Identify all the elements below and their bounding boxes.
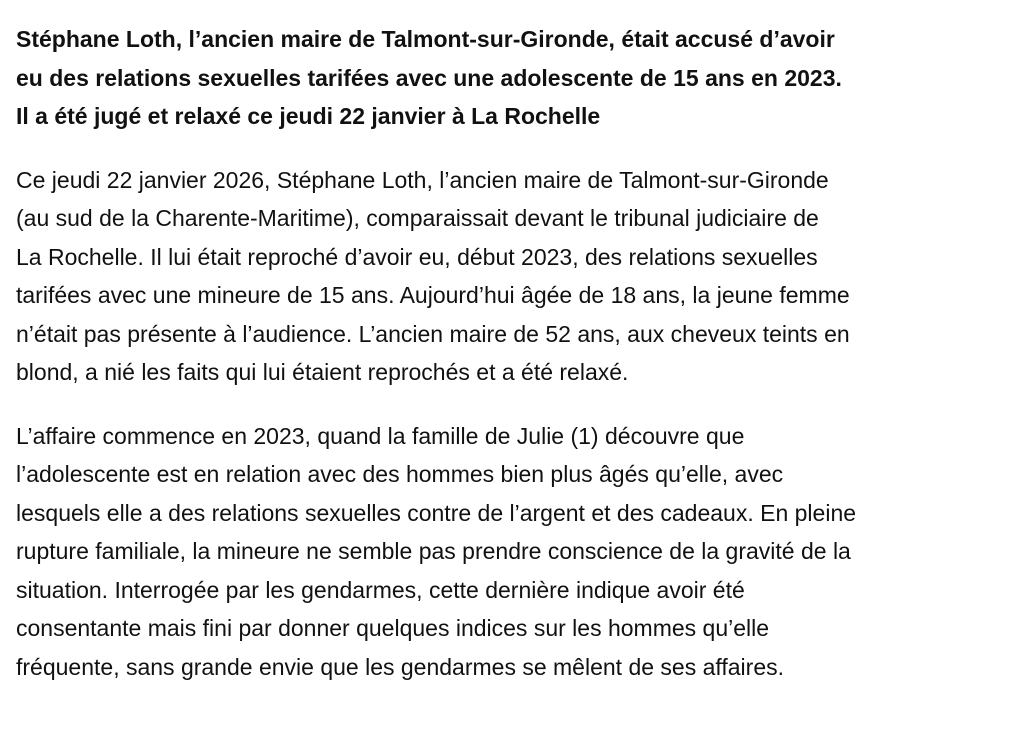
paragraph-line: rupture familiale, la mineure ne semble pas prendre conscience de la gravité de la <box>16 538 851 564</box>
paragraph-line: l’adolescente est en relation avec des hommes bien plus âgés qu’elle, avec <box>16 461 784 487</box>
article-lede <box>16 20 1000 136</box>
paragraph-line: La Rochelle. Il lui était reproché d’avoir eu, début 2023, des relations sexuelles <box>16 243 818 270</box>
lede-line: Il a été jugé et relaxé ce jeudi 22 janvier à La Rochelle <box>16 103 601 129</box>
paragraph-line: fréquente, sans grande envie que les gendarmes se mêlent de ses affaires. <box>16 653 784 680</box>
paragraph-line: consentante mais fini par donner quelques indices sur les hommes qu’elle <box>16 615 770 641</box>
article-paragraph-1 <box>16 161 1000 392</box>
lede-line: eu des relations sexuelles tarifées avec une adolescente de 15 ans en 2023. <box>16 64 842 91</box>
article-paragraph-2 <box>16 417 1000 687</box>
paragraph-line: n’était pas présente à l’audience. L’ancien maire de 52 ans, aux cheveux teints en <box>16 320 850 347</box>
paragraph-line: Ce jeudi 22 janvier 2026, Stéphane Loth, l’ancien maire de Talmont-sur-Gironde <box>16 166 829 193</box>
paragraph-line: (au sud de la Charente-Maritime), comparaissait devant le tribunal judiciaire de <box>16 205 819 231</box>
lede-line: Stéphane Loth, l’ancien maire de Talmont-sur-Gironde, était accusé d’avoir <box>16 26 835 52</box>
paragraph-line: lesquels elle a des relations sexuelles contre de l’argent et des cadeaux. En pleine <box>16 499 857 526</box>
paragraph-line: L’affaire commence en 2023, quand la famille de Julie (1) découvre que <box>16 422 745 449</box>
paragraph-line: situation. Interrogée par les gendarmes, cette dernière indique avoir été <box>16 576 745 603</box>
paragraph-line: tarifées avec une mineure de 15 ans. Aujourd’hui âgée de 18 ans, la jeune femme <box>16 282 850 308</box>
paragraph-line: blond, a nié les faits qui lui étaient reprochés et a été relaxé. <box>16 359 629 385</box>
